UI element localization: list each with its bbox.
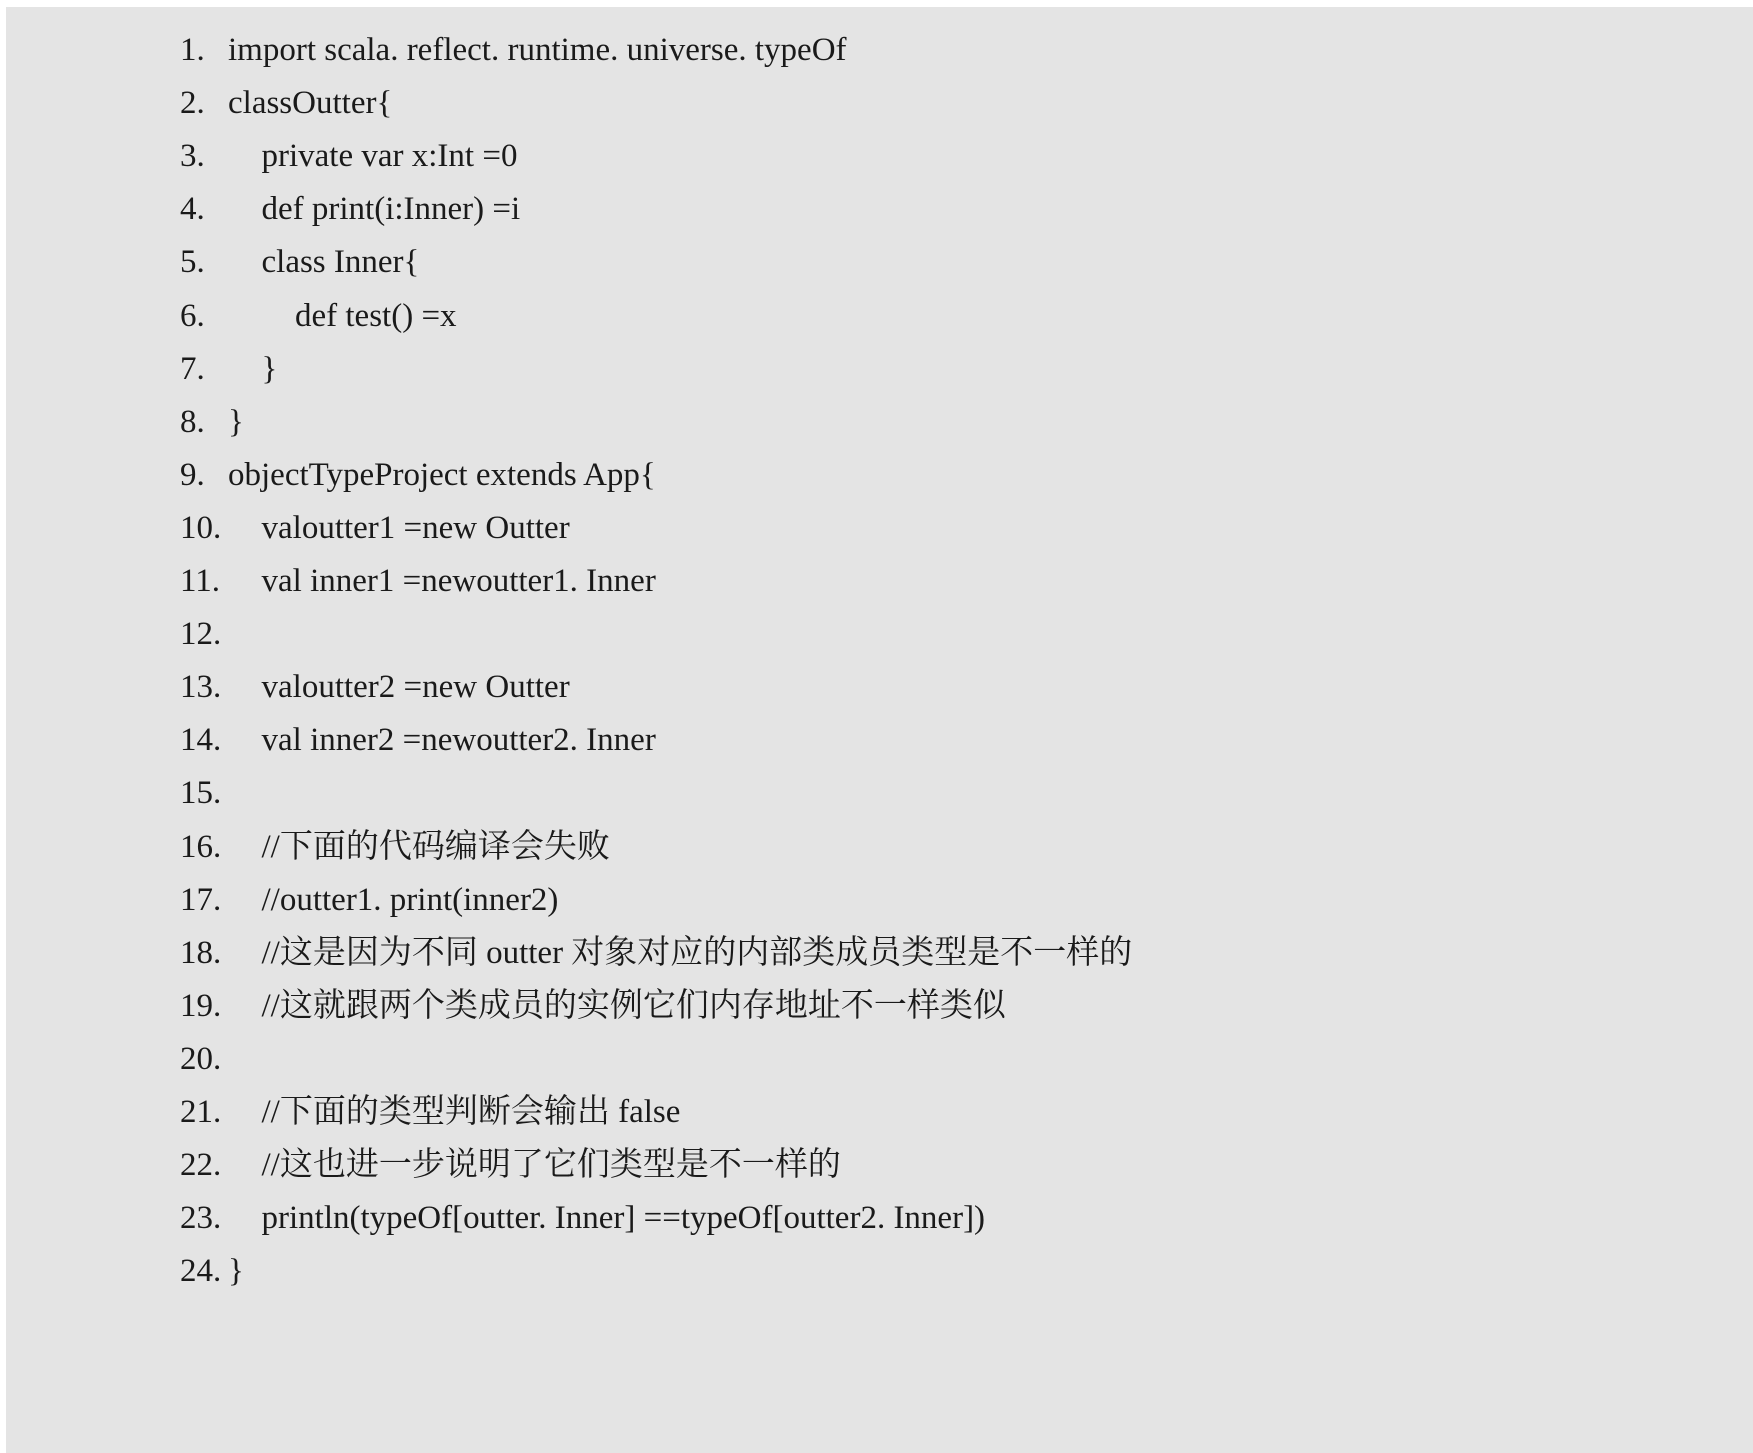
code-line xyxy=(6,499,1753,558)
line-code-text: } xyxy=(261,350,278,387)
code-listing-panel xyxy=(6,7,1753,1453)
line-number: 21. xyxy=(180,1094,222,1130)
line-number: 18. xyxy=(180,934,222,971)
line-number: 16. xyxy=(180,828,222,865)
code-line xyxy=(6,21,1753,80)
code-line xyxy=(6,871,1753,930)
code-line xyxy=(6,233,1753,292)
code-line xyxy=(6,658,1753,717)
line-code-text: //这就跟两个类成员的实例它们内存地址不一样类似 xyxy=(261,987,1006,1024)
code-line xyxy=(6,764,1753,823)
line-code-text: val inner1 =newoutter1. Inner xyxy=(261,563,656,599)
code-line xyxy=(6,340,1753,399)
line-code-text: import scala. reflect. runtime. universe. typeOf xyxy=(228,32,847,68)
line-number: 10. xyxy=(180,509,222,546)
line-code-text: def test() =x xyxy=(295,297,457,334)
line-number: 12. xyxy=(180,616,222,653)
line-code-text: private var x:Int =0 xyxy=(261,138,518,175)
code-line xyxy=(6,818,1753,877)
code-line xyxy=(6,924,1753,983)
code-line xyxy=(6,977,1753,1036)
line-number: 17. xyxy=(180,881,222,918)
code-line xyxy=(6,1136,1753,1195)
line-number: 14. xyxy=(180,722,222,759)
line-code-text: } xyxy=(228,403,244,440)
line-number: 7. xyxy=(180,350,205,387)
line-code-text: //outter1. print(inner2) xyxy=(261,881,559,918)
line-code-text: //这是因为不同 outter 对象对应的内部类成员类型是不一样的 xyxy=(261,934,1133,971)
line-code-text: //这也进一步说明了它们类型是不一样的 xyxy=(261,1147,841,1184)
line-code-text: valoutter1 =new Outter xyxy=(261,509,570,546)
line-code-text: classOutter{ xyxy=(228,85,393,122)
line-number: 22. xyxy=(180,1147,222,1184)
line-code-text: def print(i:Inner) =i xyxy=(261,191,521,228)
code-line xyxy=(6,127,1753,186)
line-code-text: objectTypeProject extends App{ xyxy=(228,456,656,493)
line-number: 6. xyxy=(180,297,205,334)
code-line xyxy=(6,552,1753,611)
code-line xyxy=(6,1030,1753,1089)
line-number: 13. xyxy=(180,669,222,706)
code-line xyxy=(6,446,1753,505)
code-line xyxy=(6,1189,1753,1248)
line-number: 8. xyxy=(180,403,205,440)
line-code-text: class Inner{ xyxy=(261,244,420,281)
code-line xyxy=(6,605,1753,664)
line-number: 24. xyxy=(180,1253,222,1290)
line-code-text: val inner2 =newoutter2. Inner xyxy=(261,722,656,759)
line-number: 9. xyxy=(180,456,205,493)
line-code-text: //下面的类型判断会输出 false xyxy=(261,1094,681,1130)
line-number: 5. xyxy=(180,244,205,281)
line-code-text: println(typeOf[outter. Inner] ==typeOf[outter2. Inner]) xyxy=(261,1200,986,1237)
line-number: 11. xyxy=(180,563,221,599)
line-number: 3. xyxy=(180,138,205,175)
line-number: 2. xyxy=(180,85,205,122)
line-code-text: } xyxy=(228,1253,244,1290)
line-number: 4. xyxy=(180,191,205,228)
code-line xyxy=(6,74,1753,133)
code-line xyxy=(6,1242,1753,1301)
line-number: 1. xyxy=(180,32,205,68)
line-number: 20. xyxy=(180,1040,222,1077)
line-number: 15. xyxy=(180,775,222,812)
line-number: 23. xyxy=(180,1200,222,1237)
line-code-text: valoutter2 =new Outter xyxy=(261,669,570,706)
code-line xyxy=(6,180,1753,239)
code-line xyxy=(6,287,1753,346)
code-line xyxy=(6,711,1753,770)
code-line xyxy=(6,393,1753,452)
line-code-text: //下面的代码编译会失败 xyxy=(261,828,610,865)
code-line xyxy=(6,1083,1753,1142)
line-number: 19. xyxy=(180,987,222,1024)
